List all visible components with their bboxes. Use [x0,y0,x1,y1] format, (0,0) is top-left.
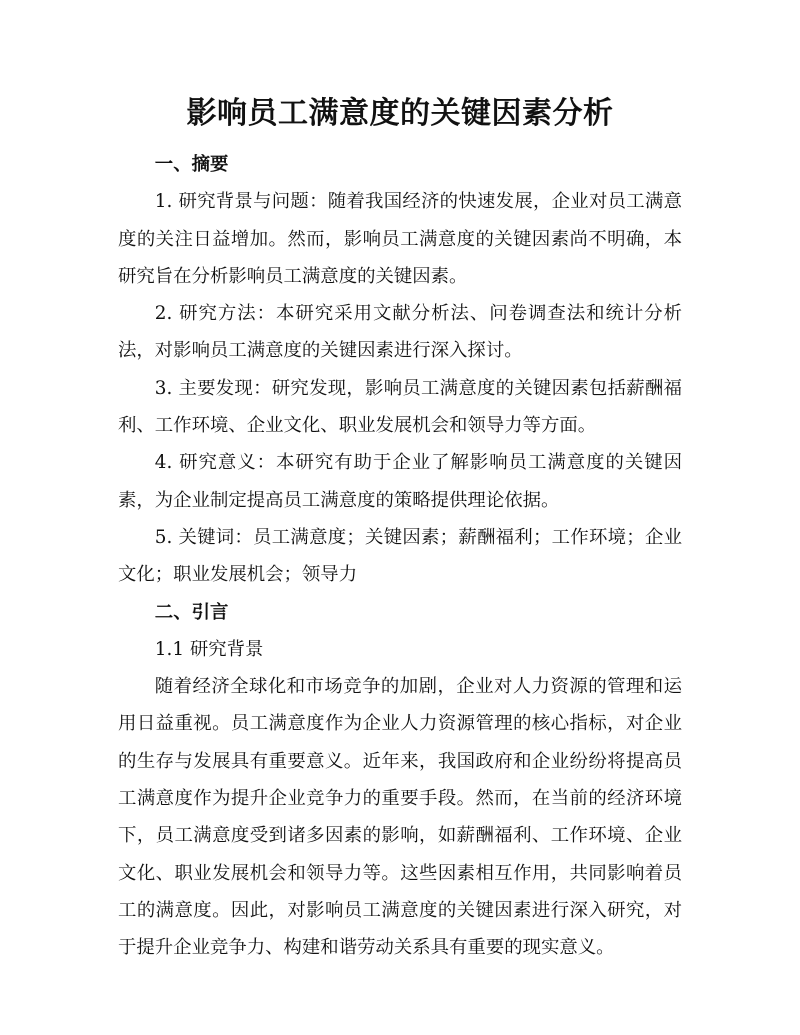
abstract-paragraph-findings: 3. 主要发现：研究发现，影响员工满意度的关键因素包括薪酬福利、工作环境、企业文化、职业发展机会和领导力等方面。 [118,377,682,437]
abstract-paragraph-background: 1. 研究背景与问题：随着我国经济的快速发展，企业对员工满意度的关注日益增加。然而，影响员工满意度的关键因素尚不明确，本研究旨在分析影响员工满意度的关键因素。 [118,191,682,287]
section-heading-introduction: 二、引言 [154,601,229,623]
abstract-paragraph-significance: 4. 研究意义：本研究有助于企业了解影响员工满意度的关键因素，为企业制定提高员工满意度的策略提供理论依据。 [118,452,682,511]
abstract-paragraph-keywords: 5. 关键词：员工满意度；关键因素；薪酬福利；工作环境；企业文化；职业发展机会；领导力 [118,526,682,586]
abstract-paragraph-method: 2. 研究方法：本研究采用文献分析法、问卷调查法和统计分析法，对影响员工满意度的关键因素进行深入探讨。 [118,303,682,362]
introduction-paragraph: 随着经济全球化和市场竞争的加剧，企业对人力资源的管理和运用日益重视。员工满意度作为企业人力资源管理的核心指标，对企业的生存与发展具有重要意义。近年来，我国政府和企业纷纷将提高员工满意度作为提升企业竞争力的重要手段。然而，在当前的经济环境下，员工满意度受到诸多因素的影响，如薪酬福利、工作环境、企业文化、职业发展机会和领导力等。这些因素相互作用，共同影响着员工的满意度。因此，对影响员工满意度的关键因素进行深入研究，对于提升企业竞争力、构建和谐劳动关系具有重要的现实意义。 [118,676,682,959]
document-title: 影响员工满意度的关键因素分析 [186,96,614,131]
document-body [118,146,682,967]
section-heading-abstract: 一、摘要 [154,154,229,175]
subsection-heading-background: 1.1 研究背景 [154,638,264,660]
